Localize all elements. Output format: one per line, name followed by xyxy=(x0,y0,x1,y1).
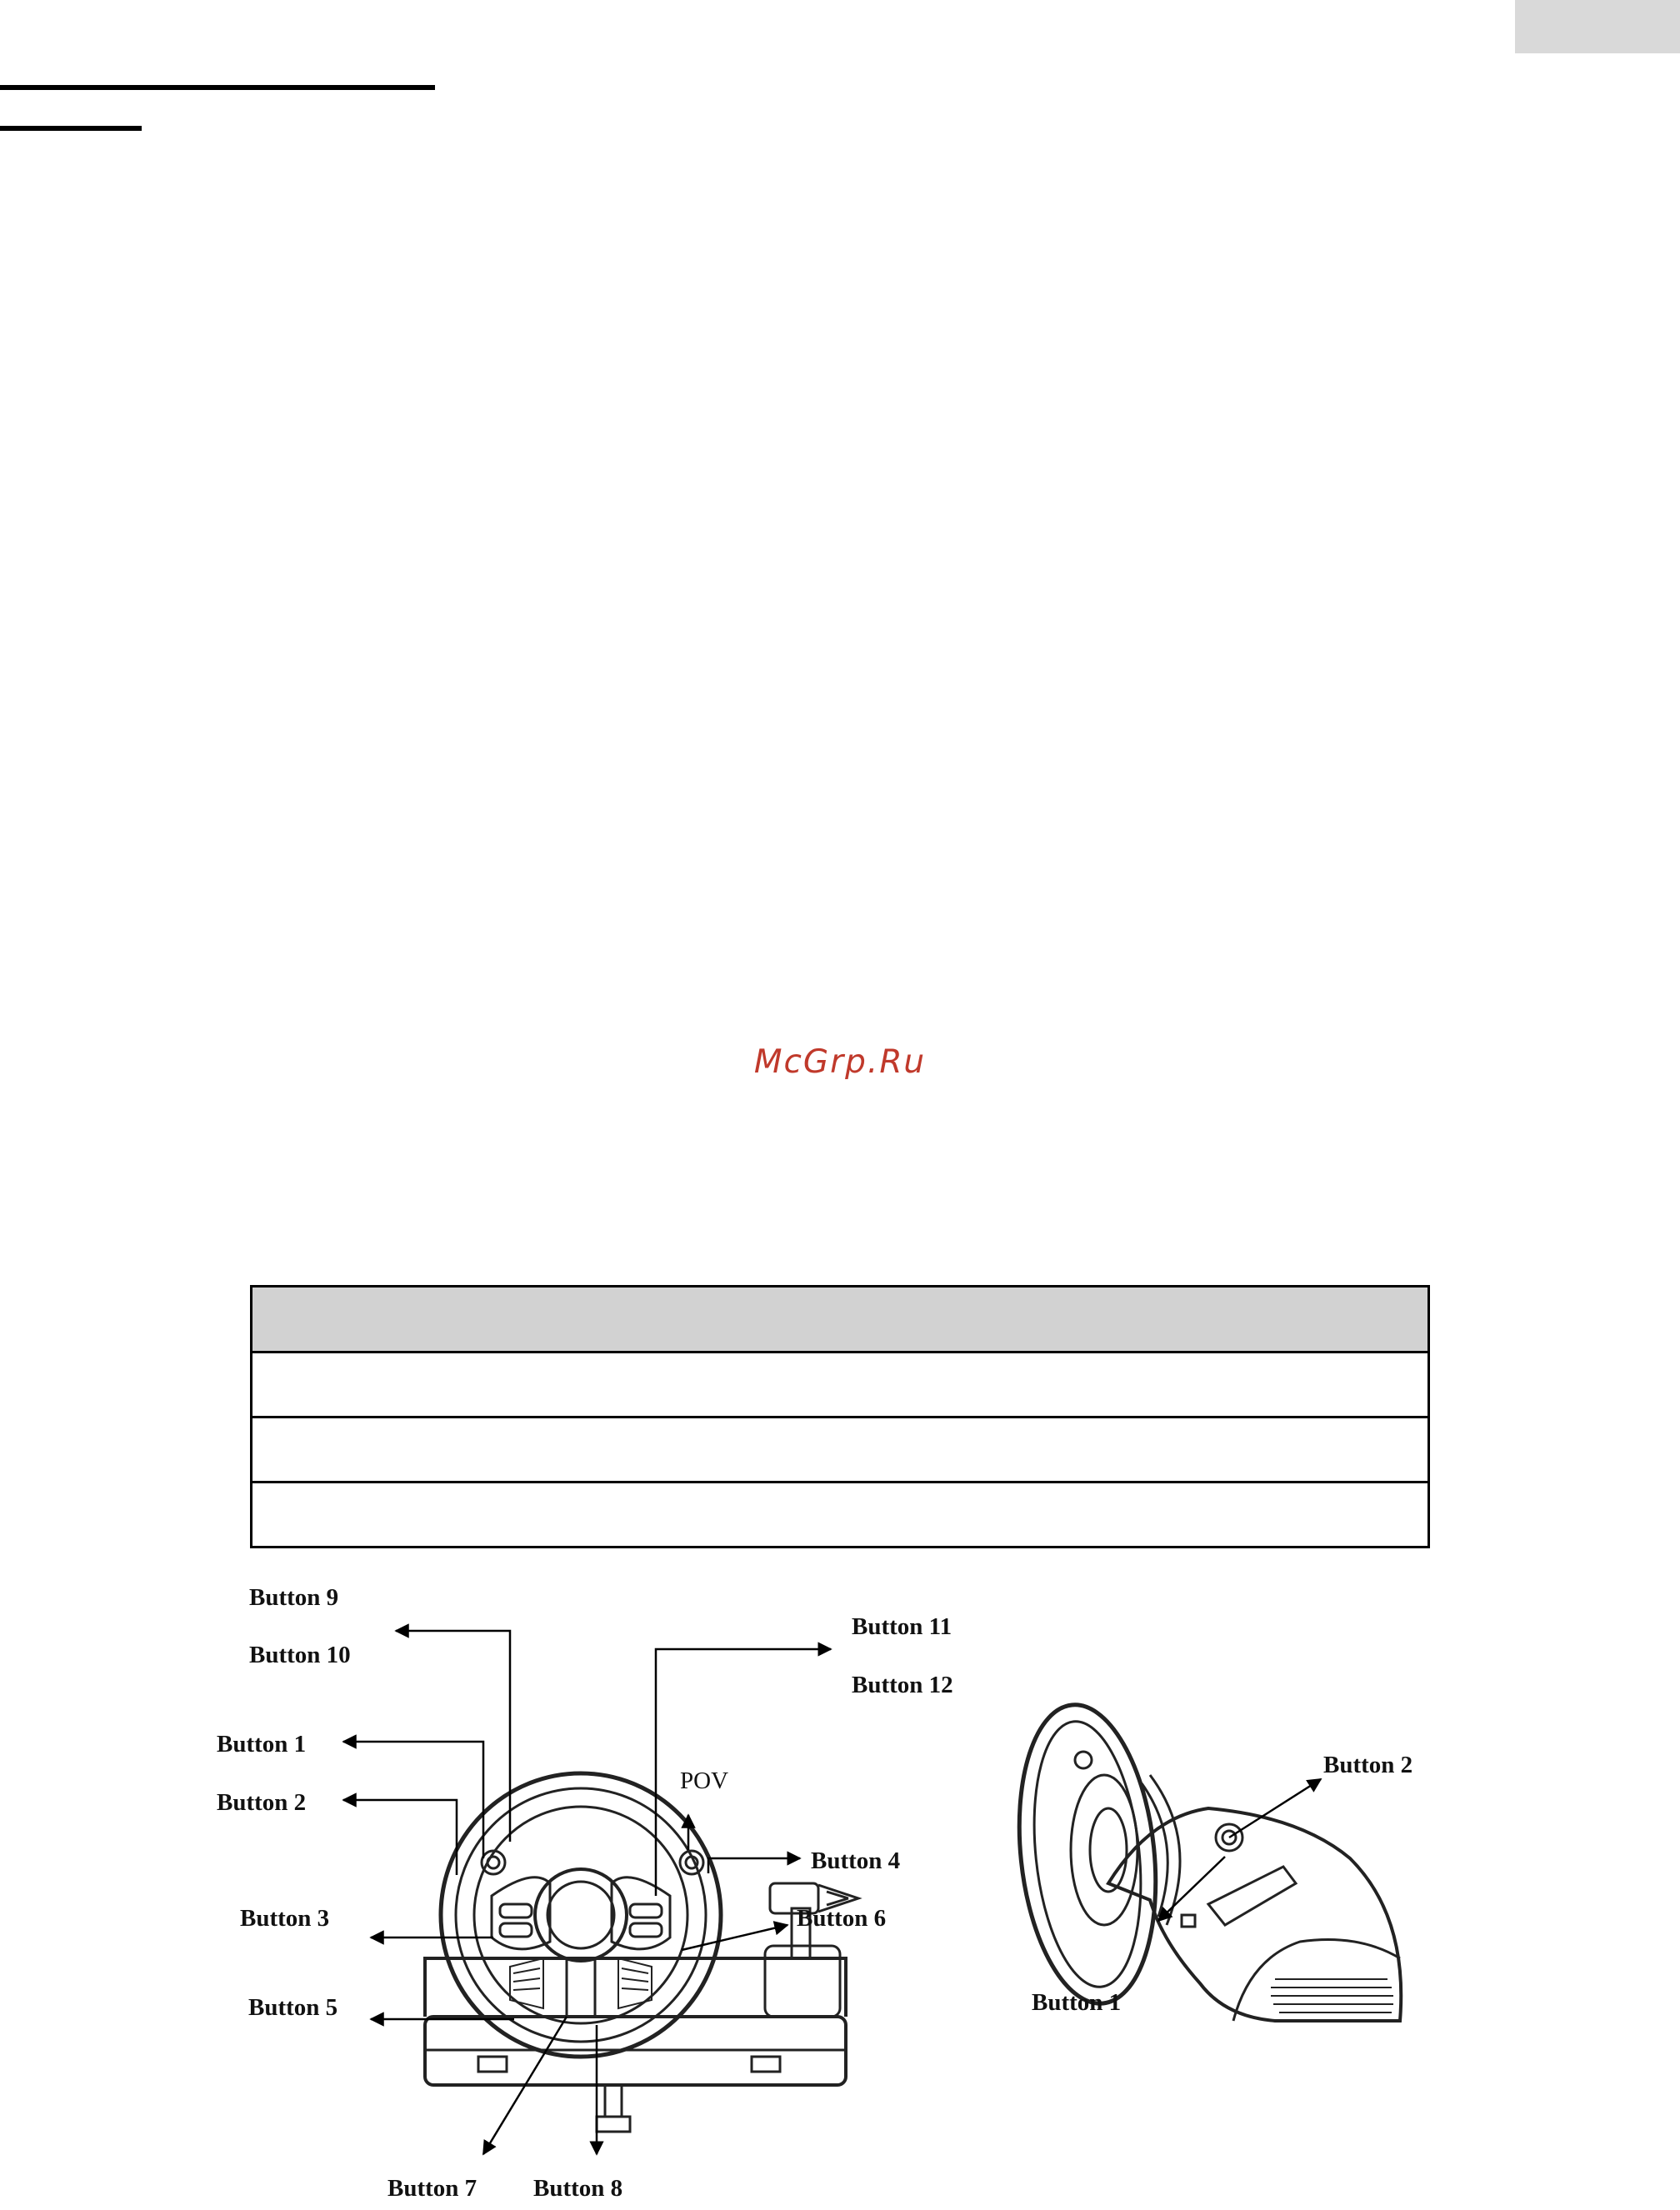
table-row xyxy=(252,1418,1429,1482)
label-button-3: Button 3 xyxy=(240,1905,330,1932)
side-view-leaders xyxy=(1158,1779,1321,1921)
label-button-8: Button 8 xyxy=(533,2175,623,2202)
watermark: McGrp.Ru xyxy=(753,1043,927,1081)
label-button-1: Button 1 xyxy=(217,1731,307,1758)
label-side-button-1: Button 1 xyxy=(1032,1989,1122,2016)
page-corner-tab xyxy=(1515,0,1680,53)
label-button-9: Button 9 xyxy=(249,1584,339,1611)
side-view-labels xyxy=(1032,1752,1412,2016)
label-button-2: Button 2 xyxy=(217,1789,307,1816)
label-pov: POV xyxy=(680,1768,729,1794)
spec-table xyxy=(250,1285,1430,1548)
label-button-6: Button 6 xyxy=(797,1905,887,1932)
table-cell xyxy=(252,1482,1429,1548)
table-header-cell xyxy=(252,1287,1429,1352)
label-button-10: Button 10 xyxy=(249,1642,351,1668)
table-row xyxy=(252,1352,1429,1418)
table-header-row xyxy=(252,1287,1429,1352)
label-button-7: Button 7 xyxy=(388,2175,478,2202)
table-cell xyxy=(252,1418,1429,1482)
table-cell xyxy=(252,1352,1429,1418)
front-view-leaders xyxy=(343,1631,831,2154)
label-button-4: Button 4 xyxy=(811,1848,901,1874)
label-button-12: Button 12 xyxy=(852,1672,953,1698)
label-button-11: Button 11 xyxy=(852,1613,952,1640)
label-button-5: Button 5 xyxy=(248,1994,338,2021)
steering-wheel-diagram xyxy=(0,1567,1680,2210)
front-view-drawing xyxy=(425,1773,858,2132)
side-view-drawing xyxy=(1006,1698,1402,2021)
label-side-button-2: Button 2 xyxy=(1323,1752,1413,1778)
table-row xyxy=(252,1482,1429,1548)
heading-rule-short xyxy=(0,126,142,131)
heading-rule-top xyxy=(0,85,435,90)
